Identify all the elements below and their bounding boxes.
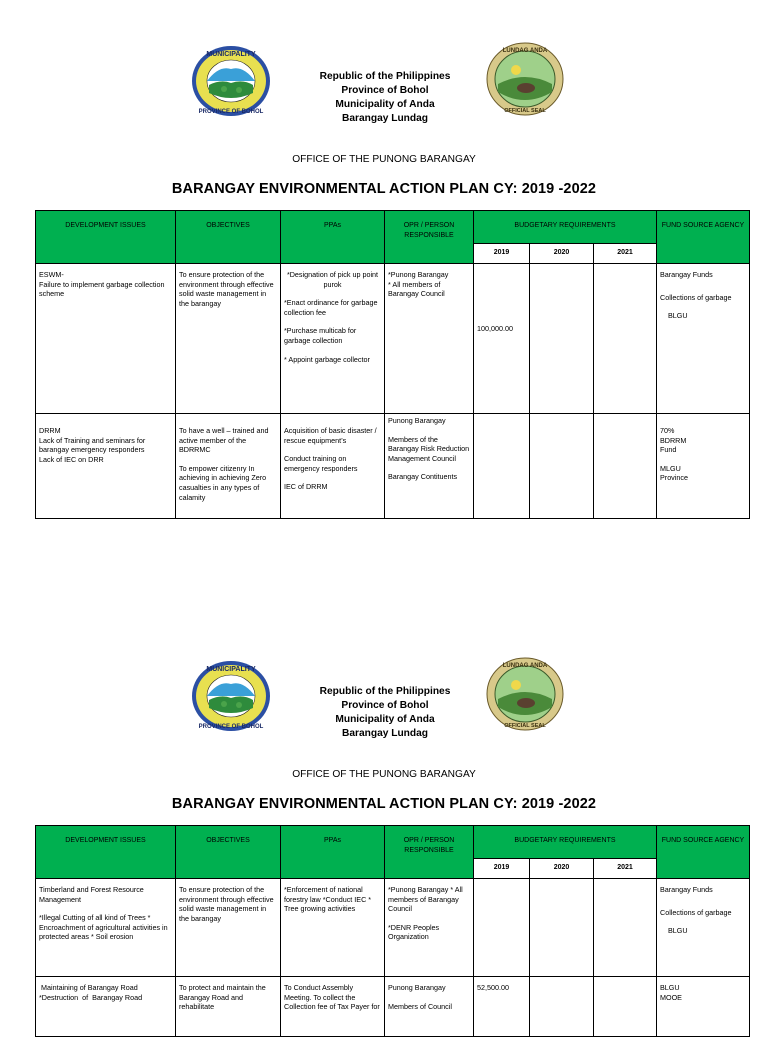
header-objectives: OBJECTIVES [176,211,281,264]
cell-budget-2019: 100,000.00 [474,264,530,414]
cell-budget-2019 [474,414,530,519]
table-row [36,977,750,1037]
cell-text: IEC of DRRM [284,482,328,492]
cell-objectives [176,414,281,519]
header-year: 2019 [474,859,530,879]
cell-text: *Enforcement of national forestry law *Conduct IEC * Tree growing activities [284,885,372,914]
cell-fund [657,414,750,519]
cell-budget-2021 [594,414,657,519]
cell-text: MLGU [660,463,681,473]
cell-text: BLGU [660,311,688,321]
cell-text: *Punong Barangay [388,270,449,279]
cell-budget-2021 [594,879,657,977]
svg-text:MUNICIPALITY: MUNICIPALITY [206,666,256,673]
cell-objectives [176,264,281,414]
action-plan-table [35,825,750,1037]
cell-objectives [176,879,281,977]
cell-budget-2019: 52,500.00 [474,977,530,1037]
header-budgetary-requirements: BUDGETARY REQUIREMENTS [474,211,657,244]
cell-text: *DENR Peoples Organization [388,922,440,942]
header-opr: OPR / PERSON RESPONSIBLE [385,211,474,264]
cell-issues [36,264,176,414]
cell-text: Barangay Contituents [388,472,458,482]
cell-text: Barangay Funds [660,270,713,279]
cell-text: To Conduct Assembly Meeting. To collect the Collection fee of Tax Payer for [284,983,380,1012]
table-row [36,879,750,977]
barangay-seal [486,42,564,116]
cell-budget-2020 [530,414,594,519]
cell-text: Maintaining of Barangay Road *Destruction of Barangay Road [39,983,146,1002]
cell-budget-2019 [474,879,530,977]
address-line: Municipality of Anda [335,99,435,110]
cell-text: BLGU MOOE [660,983,682,1002]
cell-text: Members of the Barangay Risk Reduction Management Council [388,434,470,463]
cell-text: Punong Barangay [388,983,446,992]
cell-text: Province [660,473,688,483]
cell-text: To ensure protection of the environment through effective solid waste management in the barangay [179,885,274,923]
svg-text:LUNDAG ANDA: LUNDAG ANDA [502,48,548,54]
header-ppas: PPAs [281,826,385,879]
table-row [36,264,750,414]
header-year: 2021 [594,859,657,879]
cell-budget-2020 [530,879,594,977]
header-objectives: OBJECTIVES [176,826,281,879]
svg-text:OFFICIAL SEAL: OFFICIAL SEAL [504,723,546,729]
header-budgetary-requirements: BUDGETARY REQUIREMENTS [474,826,657,859]
svg-text:PROVINCE OF BOHOL: PROVINCE OF BOHOL [198,109,264,115]
cell-opr [385,414,474,519]
office-heading: OFFICE OF THE PUNONG BARANGAY [292,769,476,780]
cell-text: Fund [660,445,677,455]
cell-ppas [281,879,385,977]
cell-text: Collections of garbage [660,292,732,302]
cell-text: Barangay Funds [660,885,713,894]
cell-text: *Designation of pick up point purok [286,270,379,289]
cell-opr [385,879,474,977]
address-block [290,70,480,126]
cell-text: To have a well – trained and active member of the BDRRMC [179,426,269,455]
address-line: Barangay Lundag [341,728,429,739]
cell-text: *Enact ordinance for garbage collection fee [284,298,378,317]
cell-objectives [176,977,281,1037]
cell-text: To ensure protection of the environment through effective solid waste management in the barangay [179,270,274,308]
address-line: Municipality of Anda [335,714,435,725]
cell-text: Timberland and Forest Resource Management [39,885,144,904]
header-development-issues: DEVELOPMENT ISSUES [36,826,176,879]
cell-budget-2020 [530,977,594,1037]
address-line: Republic of the Philippines [319,71,451,82]
header-fund-source: FUND SOURCE AGENCY [657,826,750,879]
table-row [36,414,750,519]
municipality-seal [191,45,271,117]
svg-text:LUNDAG ANDA: LUNDAG ANDA [502,663,548,669]
cell-text: *Illegal Cutting of all kind of Trees * Encroachment of agricultural activities in protected areas * Soil erosion [39,913,168,942]
cell-text: To empower citizenry In achieving in achieving Zero casualties in any types of calamity [179,463,267,502]
cell-issues [36,414,176,519]
header-year: 2020 [530,859,594,879]
barangay-seal [486,657,564,731]
cell-text: BLGU [660,926,688,936]
cell-budget-2020 [530,264,594,414]
cell-text: BDRRM [660,435,687,445]
address-line: Province of Bohol [341,700,429,711]
cell-budget-2021 [594,264,657,414]
cell-text: *Purchase multicab for garbage collection [284,326,357,345]
cell-text: To protect and maintain the Barangay Road and rehabilitate [179,983,266,1012]
cell-text: * All members of Barangay Council [388,279,445,299]
cell-budget-2021 [594,977,657,1037]
cell-fund [657,264,750,414]
cell-opr [385,977,474,1037]
action-plan-table [35,210,750,519]
header-year: 2020 [530,244,594,264]
cell-opr [385,264,474,414]
cell-text: DRRM [39,426,61,435]
cell-text: Acquisition of basic disaster / rescue equipment’s [284,426,377,445]
address-line: Province of Bohol [341,85,429,96]
cell-text: 70% [660,426,675,435]
municipality-seal [191,660,271,732]
cell-issues [36,879,176,977]
cell-text: Conduct training on emergency responders [284,454,358,473]
header-ppas: PPAs [281,211,385,264]
cell-text: * Appoint garbage collector [284,354,370,364]
header-development-issues: DEVELOPMENT ISSUES [36,211,176,264]
header-year: 2021 [594,244,657,264]
address-line: Republic of the Philippines [319,686,451,697]
cell-text: Members of Council [388,1001,452,1011]
cell-ppas [281,414,385,519]
cell-text: Collections of garbage [660,907,732,917]
plan-title: BARANGAY ENVIRONMENTAL ACTION PLAN CY: 2019 -2022 [171,796,597,812]
header-fund-source: FUND SOURCE AGENCY [657,211,750,264]
cell-ppas [281,977,385,1037]
cell-text: *Punong Barangay * All members of Barangay Council [388,885,463,914]
header-opr: OPR / PERSON RESPONSIBLE [385,826,474,879]
address-line: Barangay Lundag [341,113,429,124]
cell-fund [657,977,750,1037]
cell-text: ESWM- [39,270,64,279]
cell-text: Lack of Training and seminars for barangay emergency responders [39,435,146,455]
header-year: 2019 [474,244,530,264]
cell-ppas [281,264,385,414]
cell-text: Failure to implement garbage collection scheme [39,279,165,299]
cell-text: Punong Barangay [388,416,446,425]
svg-text:PROVINCE OF BOHOL: PROVINCE OF BOHOL [198,724,264,730]
svg-text:MUNICIPALITY: MUNICIPALITY [206,51,256,58]
cell-text: Lack of IEC on DRR [39,454,104,464]
plan-title: BARANGAY ENVIRONMENTAL ACTION PLAN CY: 2019 -2022 [171,181,597,197]
cell-issues [36,977,176,1037]
cell-fund [657,879,750,977]
office-heading: OFFICE OF THE PUNONG BARANGAY [292,154,476,165]
svg-text:OFFICIAL SEAL: OFFICIAL SEAL [504,108,546,114]
address-block [290,685,480,741]
